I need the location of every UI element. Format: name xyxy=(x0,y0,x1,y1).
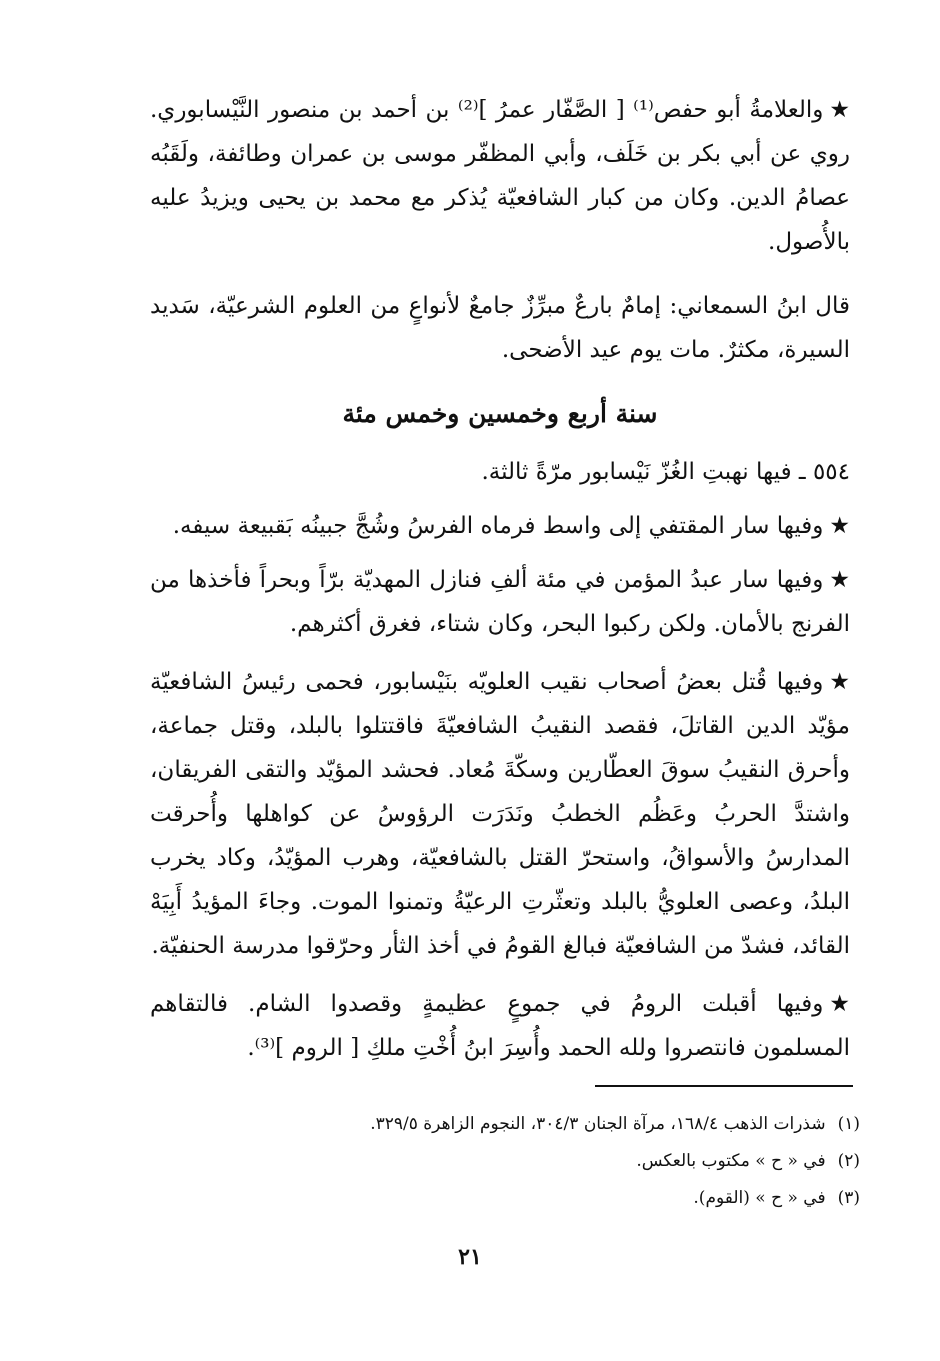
events-block xyxy=(150,450,850,1070)
star-bullet-icon: ★ xyxy=(829,97,850,123)
footnote-divider xyxy=(595,1085,853,1087)
paragraph-abu-hafs xyxy=(150,88,850,264)
paragraph-muqtafi xyxy=(150,504,850,548)
footnote-text: شذرات الذهب ١٦٨/٤، مرآة الجنان ٣٠٤/٣، النجوم الزاهرة ٣٢٩/٥. xyxy=(370,1114,826,1134)
footnote-number: (٢) xyxy=(837,1151,860,1171)
footnotes xyxy=(150,1106,860,1217)
paragraph-text: وفيها أقبلت الرومُ في جموعٍ عظيمةٍ وقصدوا الشام. فالتقاهم المسلمون فانتصروا ولله الحمد وأُسِرَ ابنُ أُخْتِ ملكِ [ الروم ]⁽³⁾. xyxy=(150,991,850,1061)
paragraph-text: ٥٥٤ ـ فيها نهبتِ الغُزّ نَيْسابور مرّةً ثالثة. xyxy=(481,459,850,485)
paragraph-ibn-samani xyxy=(150,284,850,372)
footnote-text: في « ح » (القوم). xyxy=(693,1188,826,1208)
quote-block xyxy=(150,284,850,372)
paragraph-text: والعلامةُ أبو حفص⁽¹⁾ [ الصَّفّار عمرُ ]⁽²⁾ بن أحمد بن منصور النَّيْسابوري. روي عن أبي بكر بن خَلَف، وأبي المظفّر موسى بن عمران وطائفة، ولَقَبُه عصامُ الدين. وكان من كبار الشافعيّة يُذكر مع محمد بن يحيى ويزيدُ عليه بالأُصول. xyxy=(150,97,850,255)
star-bullet-icon: ★ xyxy=(829,991,850,1017)
section-heading: سنة أربع وخمسين وخمس مئة xyxy=(342,399,658,428)
footnote-1 xyxy=(150,1106,860,1143)
star-bullet-icon: ★ xyxy=(829,513,850,539)
paragraph-rum xyxy=(150,982,850,1070)
footnote-text: في « ح » مكتوب بالعكس. xyxy=(636,1151,826,1171)
biography-block xyxy=(150,88,850,264)
star-bullet-icon: ★ xyxy=(829,567,850,593)
paragraph-text: وفيها سار عبدُ المؤمن في مئة ألفِ فنازل المهديّة برّاً وبحراً فأخذها من الفرنج بالأمان. ولكن ركبوا البحر، وكان شتاء، فغرق أكثرهم. xyxy=(150,567,850,637)
paragraph-nishapur-strife xyxy=(150,660,850,968)
page-number: ٢١ xyxy=(458,1244,482,1270)
paragraph-text: وفيها قُتل بعضُ أصحاب نقيب العلويّه بنَيْسابور، فحمى رئيسُ الشافعيّة مؤيّد الدين القاتلَ، فقصد النقيبُ الشافعيّةَ فاقتتلوا بالبلد، وقتل جماعة، وأحرق النقيبُ سوقَ العطّارين وسكّةَ مُعاد. فحشد المؤيّد والتقى الفريقان، واشتدَّ الحربُ وعَظُم الخطبُ ونَدَرَت الرؤوسُ عن كواهلها وأُحرقت المدارسُ والأسواقُ، واستحرّ القتل بالشافعيّة، وهرب المؤيّدُ، وكاد يخرب البلدُ، وعصى العلويُّ بالبلد وتعثّرتِ الرعيّةُ وتمنوا الموت. وجاءَ المؤيدُ أَبِيَهْ القائد، فشدّ من الشافعيّة فبالغ القومُ في أخذ الثأر وحرّقوا مدرسة الحنفيّة. xyxy=(150,669,850,959)
paragraph-abd-al-mumin xyxy=(150,558,850,646)
paragraph-ghuzz xyxy=(150,450,850,494)
footnote-2 xyxy=(150,1143,860,1180)
star-bullet-icon: ★ xyxy=(829,669,850,695)
paragraph-text: قال ابنُ السمعاني: إمامٌ بارعٌ مبرِّزٌ جامعٌ لأنواعٍ من العلوم الشرعيّة، سَديد السيرة، مكثرٌ. مات يوم عيد الأضحى. xyxy=(150,293,850,363)
paragraph-text: وفيها سار المقتفي إلى واسط فرماه الفرسُ وشُجَّ جبينُه بَقبيعة سيفه. xyxy=(172,513,824,539)
footnote-3 xyxy=(150,1180,860,1217)
footnote-number: (١) xyxy=(837,1114,860,1134)
footnote-number: (٣) xyxy=(837,1188,860,1208)
